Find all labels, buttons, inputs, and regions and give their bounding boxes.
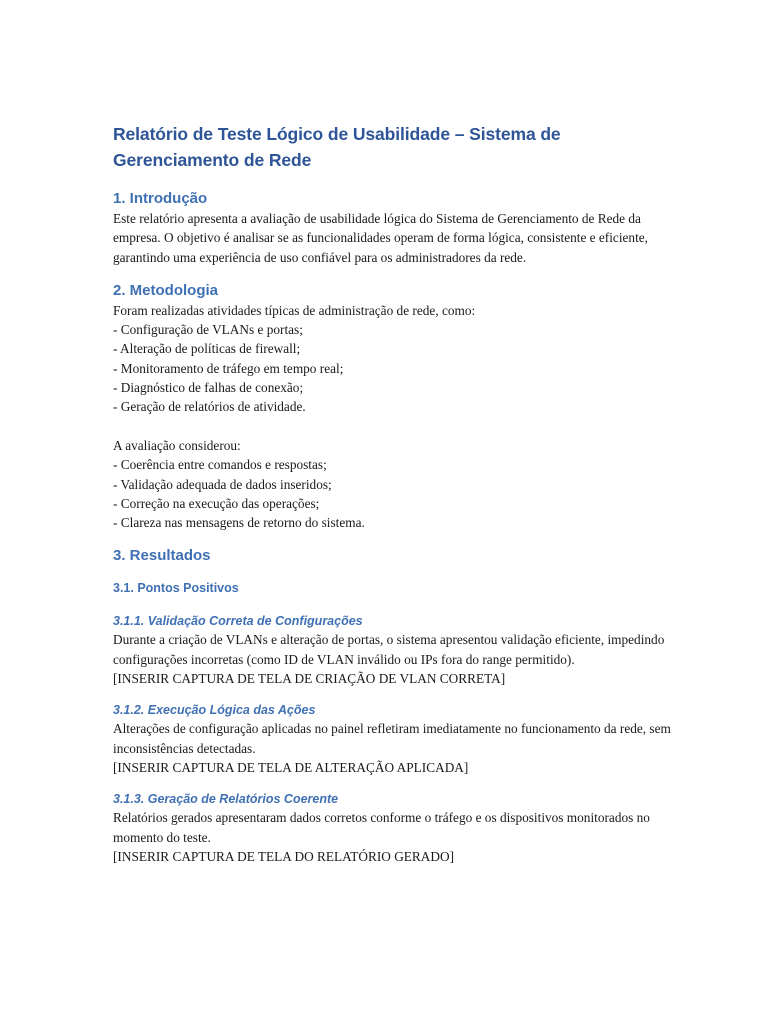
section-heading-results: 3. Resultados [113, 547, 211, 565]
section-heading-methodology: 2. Metodologia [113, 281, 218, 299]
subsubsection-paragraph: Durante a criação de VLANs e alteração de portas, o sistema apresentou validação eficiente, impedindo configurações incorretas (como ID de VLAN inválido ou IPs fora do range permitido). [113, 632, 665, 667]
subsubsection-heading: 3.1.2. Execução Lógica das Ações [113, 703, 316, 718]
subsubsection-paragraph: Relatórios gerados apresentaram dados corretos conforme o tráfego e os dispositivos monitorados no momento do teste. [113, 810, 650, 845]
introduction-paragraph: Este relatório apresenta a avaliação de usabilidade lógica do Sistema de Gerenciamento de Rede da empresa. O objetivo é analisar se as funcionalidades operam de forma lógica, consistente e eficiente, garantindo uma experiência de uso confiável para os administradores da rede. [113, 211, 648, 265]
subsubsection-paragraph: Alterações de configuração aplicadas no painel refletiram imediatamente no funcionamento da rede, sem inconsistências detectadas. [113, 721, 671, 756]
methodology-item: - Configuração de VLANs e portas; [113, 322, 303, 338]
methodology-item: - Alteração de políticas de firewall; [113, 341, 301, 357]
methodology-item: - Geração de relatórios de atividade. [113, 399, 306, 415]
evaluation-lead: A avaliação considerou: [113, 437, 241, 453]
subsubsection-heading: 3.1.1. Validação Correta de Configurações [113, 614, 363, 629]
screenshot-placeholder: [INSERIR CAPTURA DE TELA DE ALTERAÇÃO APLICADA] [113, 759, 469, 775]
evaluation-item: - Validação adequada de dados inseridos; [113, 476, 332, 492]
section-heading-introduction: 1. Introdução [113, 190, 208, 207]
document-title: Relatório de Teste Lógico de Usabilidade – Sistema de Gerenciamento de Rede [113, 124, 561, 170]
screenshot-placeholder: [INSERIR CAPTURA DE TELA DO RELATÓRIO GERADO] [113, 848, 455, 864]
blank-line [113, 417, 673, 436]
evaluation-item: - Coerência entre comandos e respostas; [113, 457, 327, 473]
screenshot-placeholder: [INSERIR CAPTURA DE TELA DE CRIAÇÃO DE VLAN CORRETA] [113, 671, 506, 687]
subsection-heading-positives: 3.1. Pontos Positivos [113, 581, 239, 596]
methodology-lead: Foram realizadas atividades típicas de administração de rede, como: [113, 302, 476, 318]
methodology-item: - Diagnóstico de falhas de conexão; [113, 380, 304, 396]
document-body [113, 121, 673, 866]
evaluation-item: - Correção na execução das operações; [113, 495, 320, 511]
subsubsection-heading: 3.1.3. Geração de Relatórios Coerente [113, 792, 339, 807]
evaluation-item: - Clareza nas mensagens de retorno do sistema. [113, 515, 365, 531]
methodology-item: - Monitoramento de tráfego em tempo real; [113, 360, 344, 376]
